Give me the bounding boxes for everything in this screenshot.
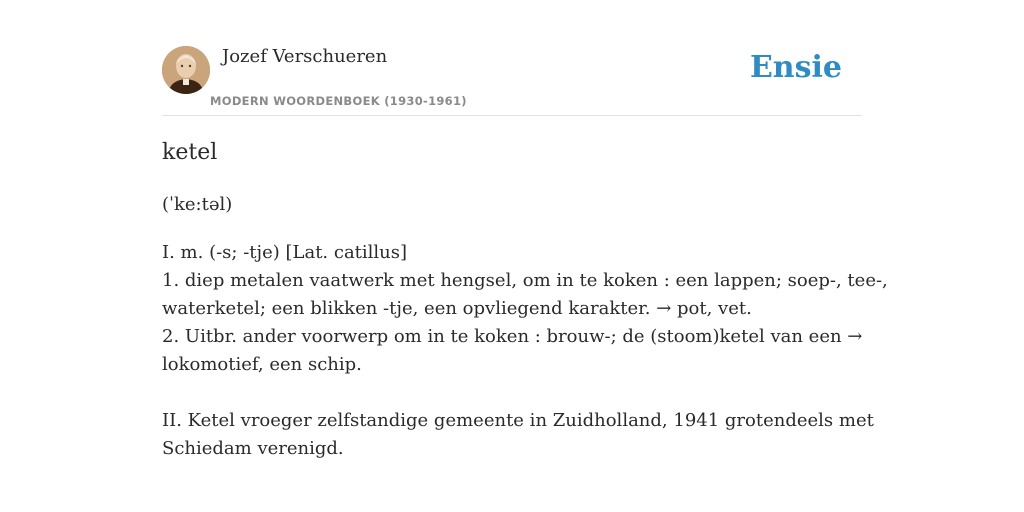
author-portrait-icon — [162, 46, 210, 94]
definition-line: 1. diep metalen vaatwerk met hengsel, om in te koken : een lappen; soep-, tee-, — [162, 270, 888, 291]
entry-card — [162, 0, 888, 512]
entry-header — [162, 0, 862, 116]
entry-term: ketel — [162, 140, 218, 165]
definition-line: I. m. (-s; -tje) [Lat. catillus] — [162, 242, 408, 263]
definition-line: lokomotief, een schip. — [162, 354, 362, 375]
definition-line: waterketel; een blikken -tje, een opvliegend karakter. → pot, vet. — [162, 298, 752, 319]
definition-line: 2. Uitbr. ander voorwerp om in te koken : brouw-; de (stoom)ketel van een → — [162, 326, 863, 347]
source-title[interactable]: MODERN WOORDENBOEK (1930-1961) — [210, 94, 467, 108]
paragraph-spacer — [162, 379, 862, 407]
entry-definition — [162, 239, 888, 463]
author-avatar[interactable] — [162, 46, 210, 94]
entry-pronunciation: (ˈke:təl) — [162, 194, 233, 215]
brand-logo[interactable]: Ensie — [749, 50, 842, 85]
definition-line: Schiedam verenigd. — [162, 438, 344, 459]
definition-line: II. Ketel vroeger zelfstandige gemeente in Zuidholland, 1941 grotendeels met — [162, 410, 874, 431]
author-name[interactable]: Jozef Verschueren — [222, 46, 388, 67]
